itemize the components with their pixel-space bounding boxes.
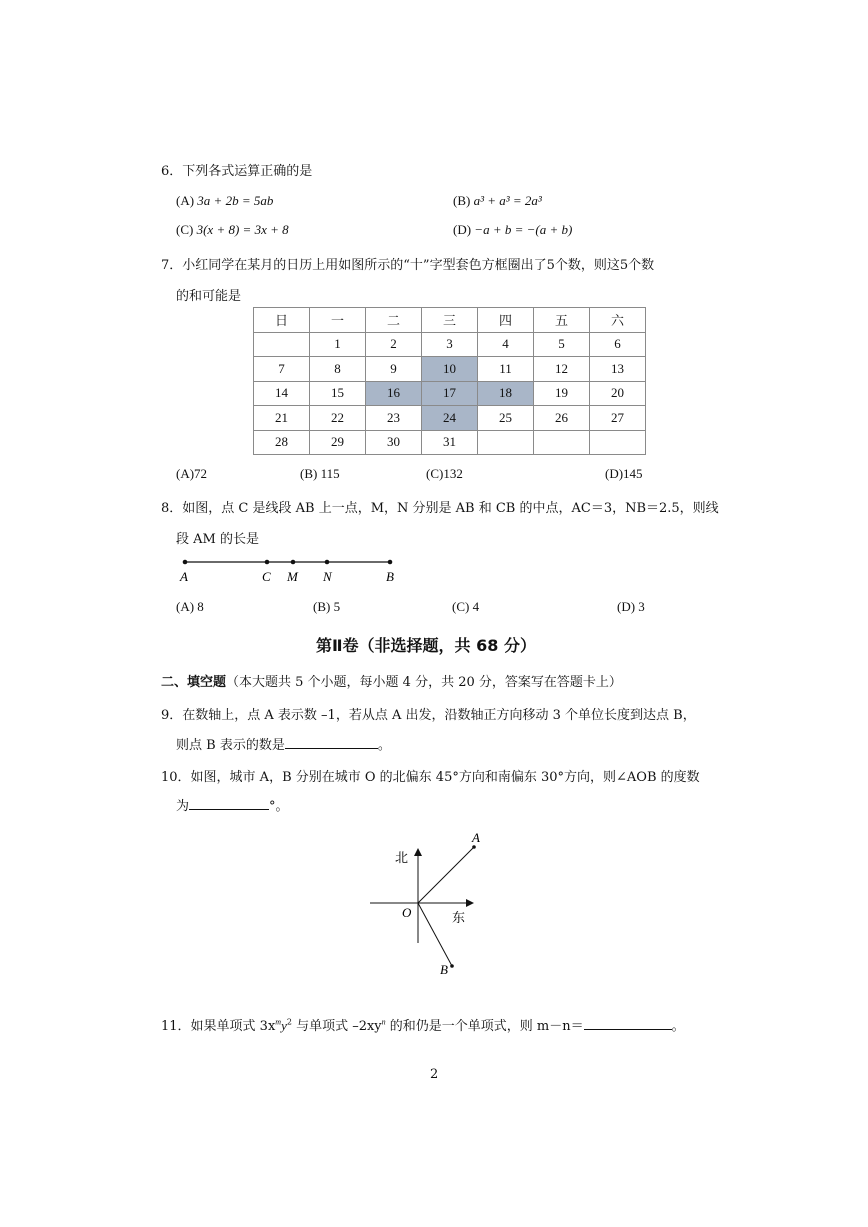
q8-option-d: (D) 3 (617, 599, 645, 614)
q8-stem-line2: 段 AM 的长是 (176, 532, 259, 547)
calendar-cell: 22 (310, 406, 366, 431)
calendar-cell: 28 (254, 430, 310, 455)
calendar-cell (478, 430, 534, 455)
calendar-row (254, 381, 646, 406)
calendar-cell (534, 430, 590, 455)
calendar-cell: 7 (254, 357, 310, 382)
q8-stem-line1: 8．如图，点 C 是线段 AB 上一点，M，N 分别是 AB 和 CB 的中点，AC＝3，NB＝2.5，则线 (161, 501, 719, 516)
calendar-header-row (254, 308, 646, 333)
calendar-header-cell: 五 (534, 308, 590, 333)
calendar-cell: 4 (478, 332, 534, 357)
calendar-cell: 31 (422, 430, 478, 455)
q7-option-a: (A)72 (176, 466, 208, 481)
point-c (265, 560, 270, 565)
section-heading (161, 671, 622, 690)
label-east: 东 (452, 911, 466, 926)
q9-line2: 则点 B 表示的数是 。 (176, 738, 391, 753)
ray-oa (418, 847, 474, 903)
page-number: 2 (430, 1067, 439, 1082)
calendar-cell: 13 (590, 357, 646, 382)
point-a (472, 845, 476, 849)
point-m (291, 560, 296, 565)
calendar-cell-highlighted: 17 (422, 381, 478, 406)
calendar-cell-highlighted: 18 (478, 381, 534, 406)
label-b: B (386, 569, 394, 584)
calendar-cell: 27 (590, 406, 646, 431)
point-a (183, 560, 188, 565)
q10-answer-blank[interactable] (189, 797, 269, 810)
calendar-cell: 20 (590, 381, 646, 406)
calendar-cell (590, 430, 646, 455)
calendar-cell: 15 (310, 381, 366, 406)
label-a: A (180, 569, 188, 584)
calendar-cell: 30 (366, 430, 422, 455)
q7-option-b: (B) 115 (300, 466, 340, 481)
calendar-cell: 23 (366, 406, 422, 431)
calendar-cell (254, 332, 310, 357)
point-b (450, 964, 454, 968)
calendar-cell: 25 (478, 406, 534, 431)
calendar-cell: 3 (422, 332, 478, 357)
q6-option-c: (C) 3(x + 8) = 3x + 8 (176, 222, 289, 237)
section-heading-note: （本大题共 5 个小题，每小题 4 分，共 20 分，答案写在答题卡上） (226, 675, 622, 690)
q7-option-c: (C)132 (426, 466, 463, 481)
point-n (325, 560, 330, 565)
label-m: M (287, 569, 298, 584)
q10-line1: 10．如图，城市 A，B 分别在城市 O 的北偏东 45°方向和南偏东 30°方向，则∠AOB 的度数 (161, 770, 700, 785)
q8-option-a: (A) 8 (176, 599, 204, 614)
label-north: 北 (395, 851, 409, 866)
q8-option-b: (B) 5 (313, 599, 341, 614)
calendar-cell: 8 (310, 357, 366, 382)
q9-line1: 9．在数轴上，点 A 表示数 –1，若从点 A 出发，沿数轴正方向移动 3 个单位长度到达点 B， (161, 708, 696, 723)
calendar-cell: 6 (590, 332, 646, 357)
calendar-cell: 19 (534, 381, 590, 406)
q11-answer-blank[interactable] (584, 1017, 672, 1030)
section-heading-bold: 二、填空题 (161, 675, 227, 690)
calendar-row (254, 332, 646, 357)
q6-option-b: (B) a³ + a³ = 2a³ (453, 193, 542, 208)
calendar-cell: 2 (366, 332, 422, 357)
q7-stem-line1: 7．小红同学在某月的日历上用如图所示的“十”字型套色方框圈出了5个数，则这5个数 (161, 258, 655, 273)
calendar-cell: 14 (254, 381, 310, 406)
calendar-header-cell: 二 (366, 308, 422, 333)
q9-answer-blank[interactable] (285, 736, 378, 749)
section-title: 第Ⅱ卷（非选择题，共 68 分） (316, 636, 536, 655)
q11-line: 11．如果单项式 $3x^my^2$ 与单项式 $-2xy^n$ 的和仍是一个单项式，则 m－n＝ 。 (161, 1017, 685, 1034)
calendar-cell: 9 (366, 357, 422, 382)
q7-stem-line2: 的和可能是 (176, 289, 242, 304)
calendar-row (254, 430, 646, 455)
calendar-row (254, 406, 646, 431)
label-origin: O (402, 905, 412, 920)
calendar-cell: 5 (534, 332, 590, 357)
calendar-cell: 12 (534, 357, 590, 382)
point-b (388, 560, 393, 565)
q10-line2: 为 °。 (176, 799, 289, 814)
segment-diagram (170, 552, 410, 586)
q6-option-d: (D) −a + b = −(a + b) (453, 222, 573, 237)
calendar-cell: 26 (534, 406, 590, 431)
calendar-cell: 29 (310, 430, 366, 455)
label-c: C (262, 569, 271, 584)
q7-option-d: (D)145 (605, 466, 643, 481)
q6-option-a: (A) 3a + 2b = 5ab (176, 193, 274, 208)
calendar-cell: 21 (254, 406, 310, 431)
ray-ob (418, 903, 452, 966)
calendar-cell-highlighted: 24 (422, 406, 478, 431)
calendar-header-cell: 三 (422, 308, 478, 333)
calendar-cell: 11 (478, 357, 534, 382)
calendar-cell-highlighted: 10 (422, 357, 478, 382)
calendar-table (253, 307, 646, 455)
calendar-cell-highlighted: 16 (366, 381, 422, 406)
calendar-header-cell: 日 (254, 308, 310, 333)
calendar-header-cell: 一 (310, 308, 366, 333)
q8-option-c: (C) 4 (452, 599, 480, 614)
calendar-cell: 1 (310, 332, 366, 357)
calendar-header-cell: 六 (590, 308, 646, 333)
q6-stem: 6．下列各式运算正确的是 (161, 164, 313, 179)
calendar-row (254, 357, 646, 382)
calendar-header-cell: 四 (478, 308, 534, 333)
label-a: A (472, 830, 480, 845)
label-n: N (323, 569, 332, 584)
label-b: B (440, 962, 448, 977)
compass-diagram (360, 820, 500, 980)
